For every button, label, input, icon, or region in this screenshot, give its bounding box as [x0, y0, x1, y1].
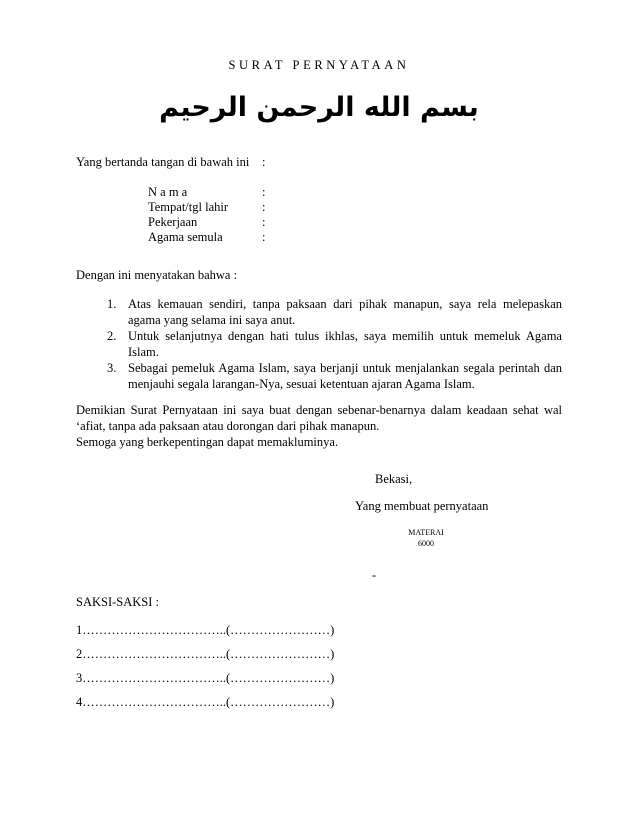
witness-line: 2……………………………..(……………………) — [76, 647, 335, 661]
list-item — [107, 360, 562, 392]
witness-line: 1……………………………..(……………………) — [76, 623, 335, 637]
witness-heading: SAKSI-SAKSI : — [76, 595, 160, 609]
list-item — [107, 328, 562, 360]
materai-label: MATERAI — [408, 528, 444, 537]
statement-list — [107, 296, 562, 392]
field-label-ttl: Tempat/tgl lahir — [148, 200, 229, 214]
closing-paragraph — [76, 402, 562, 450]
closing-line: Demikian Surat Pernyataan ini saya buat dengan sebenar-benarnya dalam keadaan sehat wal ‘afiat, tanpa ada paksaan atau dorongan dari pihak manapun. — [76, 403, 562, 433]
document-title: SURAT PERNYATAAN — [228, 58, 410, 72]
list-item-number: 2. — [107, 329, 117, 343]
witness-line: 3……………………………..(……………………) — [76, 671, 335, 685]
basmala-heading: بسم الله الرحمن الرحيم — [159, 92, 479, 123]
field-colon-pekerjaan: : — [262, 215, 266, 229]
statement-intro: Dengan ini menyatakan bahwa : — [76, 268, 238, 282]
list-item — [107, 296, 562, 328]
materai-value: 6000 — [418, 539, 434, 548]
place-label: Bekasi, — [375, 472, 413, 486]
intro-label: Yang bertanda tangan di bawah ini — [76, 155, 250, 169]
field-colon-nama: : — [262, 185, 266, 199]
witness-line: 4……………………………..(……………………) — [76, 695, 335, 709]
field-colon-agama: : — [262, 230, 266, 244]
signature-line: - — [372, 568, 377, 582]
signer-label: Yang membuat pernyataan — [355, 499, 489, 513]
closing-line-2: Semoga yang berkepentingan dapat memakluminya. — [76, 435, 339, 449]
field-label-nama: N a m a — [148, 185, 188, 199]
intro-colon: : — [262, 155, 266, 169]
list-item-text: Atas kemauan sendiri, tanpa paksaan dari pihak manapun, saya rela melepaskan agama yang selama ini saya anut. — [128, 297, 562, 327]
list-item-text: Sebagai pemeluk Agama Islam, saya berjanji untuk menjalankan segala perintah dan menjauhi segala larangan-Nya, sesuai ketentuan ajaran Agama Islam. — [128, 361, 562, 391]
list-item-number: 3. — [107, 361, 117, 375]
field-colon-ttl: : — [262, 200, 266, 214]
list-item-number: 1. — [107, 297, 117, 311]
field-label-agama: Agama semula — [148, 230, 223, 244]
list-item-text: Untuk selanjutnya dengan hati tulus ikhlas, saya memilih untuk memeluk Agama Islam. — [128, 329, 562, 359]
field-label-pekerjaan: Pekerjaan — [148, 215, 198, 229]
